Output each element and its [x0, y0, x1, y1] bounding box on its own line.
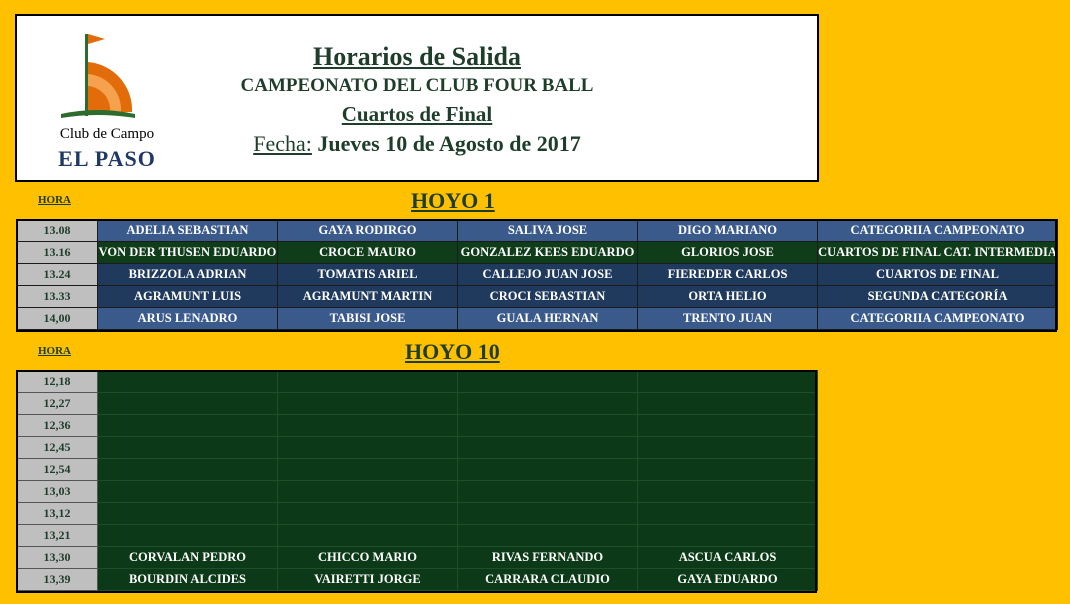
table-row — [17, 286, 1058, 308]
player-cell: GAYA EDUARDO — [638, 569, 818, 591]
player-cell: CROCE MAURO — [278, 242, 458, 264]
time-cell: 14,00 — [17, 308, 98, 330]
player-cell: CALLEJO JUAN JOSE — [458, 264, 638, 286]
player-cell — [98, 437, 278, 459]
table-row — [17, 481, 818, 503]
logo-line2: EL PASO — [58, 146, 156, 171]
player-cell: VAIRETTI JORGE — [278, 569, 458, 591]
hoyo1-title: HOYO 1 — [411, 188, 495, 213]
player-cell: BRIZZOLA ADRIAN — [98, 264, 278, 286]
player-cell: TRENTO JUAN — [638, 308, 818, 330]
table-row — [17, 242, 1058, 264]
table-row — [17, 459, 818, 481]
player-cell: CHICCO MARIO — [278, 547, 458, 569]
hoyo10-title: HOYO 10 — [405, 339, 500, 364]
player-cell — [98, 525, 278, 547]
player-cell: FIEREDER CARLOS — [638, 264, 818, 286]
hoyo1-hora-label: HORA — [38, 194, 71, 206]
player-cell — [278, 503, 458, 525]
player-cell — [638, 459, 818, 481]
category-cell: CATEGORIIA CAMPEONATO — [818, 308, 1058, 330]
table-row — [17, 569, 818, 591]
player-cell — [98, 503, 278, 525]
player-cell: GLORIOS JOSE — [638, 242, 818, 264]
player-cell — [98, 481, 278, 503]
time-cell: 13,12 — [17, 503, 98, 525]
player-cell — [98, 459, 278, 481]
table-row — [17, 393, 818, 415]
golf-flag-fan-icon — [57, 30, 157, 126]
hoyo10-table — [16, 370, 818, 591]
player-cell — [638, 437, 818, 459]
date-value: Jueves 10 de Agosto de 2017 — [317, 131, 581, 156]
date-line — [217, 129, 617, 159]
player-cell: ASCUA CARLOS — [638, 547, 818, 569]
player-cell: AGRAMUNT MARTIN — [278, 286, 458, 308]
time-cell: 12,45 — [17, 437, 98, 459]
player-cell: VON DER THUSEN EDUARDO — [98, 242, 278, 264]
player-cell — [458, 371, 638, 393]
player-cell: TOMATIS ARIEL — [278, 264, 458, 286]
player-cell: GAYA RODIRGO — [278, 220, 458, 242]
player-cell — [278, 481, 458, 503]
player-cell — [278, 415, 458, 437]
player-cell — [458, 437, 638, 459]
player-cell: GUALA HERNAN — [458, 308, 638, 330]
player-cell — [458, 503, 638, 525]
player-cell — [278, 393, 458, 415]
player-cell — [638, 503, 818, 525]
table-row — [17, 415, 818, 437]
player-cell — [278, 459, 458, 481]
time-cell: 13.24 — [17, 264, 98, 286]
page-subtitle: CAMPEONATO DEL CLUB FOUR BALL — [240, 75, 594, 96]
player-cell: ARUS LENADRO — [98, 308, 278, 330]
player-cell — [458, 459, 638, 481]
date-label: Fecha: — [253, 131, 312, 156]
player-cell — [458, 415, 638, 437]
player-cell — [98, 393, 278, 415]
player-cell: DIGO MARIANO — [638, 220, 818, 242]
player-cell — [98, 415, 278, 437]
player-cell — [638, 371, 818, 393]
player-cell: CARRARA CLAUDIO — [458, 569, 638, 591]
table-row — [17, 220, 1058, 242]
hoyo1-table — [16, 219, 1058, 330]
table-row — [17, 525, 818, 547]
player-cell: ADELIA SEBASTIAN — [98, 220, 278, 242]
player-cell — [638, 525, 818, 547]
time-cell: 12,54 — [17, 459, 98, 481]
table-row — [17, 371, 818, 393]
player-cell: CROCI SEBASTIAN — [458, 286, 638, 308]
player-cell — [98, 371, 278, 393]
player-cell — [278, 525, 458, 547]
player-cell: RIVAS FERNANDO — [458, 547, 638, 569]
title-block — [217, 41, 617, 159]
player-cell — [278, 371, 458, 393]
time-cell: 12,36 — [17, 415, 98, 437]
time-cell: 13,03 — [17, 481, 98, 503]
category-cell: CUARTOS DE FINAL — [818, 264, 1058, 286]
logo-line1: Club de Campo — [59, 126, 155, 142]
category-cell: CUARTOS DE FINAL CAT. INTERMEDIA — [818, 242, 1058, 264]
time-cell: 13.16 — [17, 242, 98, 264]
table-row — [17, 503, 818, 525]
player-cell: ORTA HELIO — [638, 286, 818, 308]
hoyo10-hora-label: HORA — [38, 345, 71, 357]
table-row — [17, 308, 1058, 330]
club-logo — [47, 30, 167, 170]
player-cell: SALIVA JOSE — [458, 220, 638, 242]
time-cell: 13,21 — [17, 525, 98, 547]
time-cell: 12,18 — [17, 371, 98, 393]
player-cell — [278, 437, 458, 459]
table-row — [17, 437, 818, 459]
player-cell — [458, 481, 638, 503]
player-cell — [458, 525, 638, 547]
page-title: Horarios de Salida — [312, 42, 521, 71]
header-box — [15, 14, 819, 182]
player-cell — [638, 393, 818, 415]
player-cell: GONZALEZ KEES EDUARDO — [458, 242, 638, 264]
table-row — [17, 547, 818, 569]
time-cell: 13,30 — [17, 547, 98, 569]
player-cell: AGRAMUNT LUIS — [98, 286, 278, 308]
time-cell: 13,39 — [17, 569, 98, 591]
time-cell: 12,27 — [17, 393, 98, 415]
time-cell: 13.33 — [17, 286, 98, 308]
time-cell: 13.08 — [17, 220, 98, 242]
player-cell: CORVALAN PEDRO — [98, 547, 278, 569]
player-cell: TABISI JOSE — [278, 308, 458, 330]
category-cell: SEGUNDA CATEGORÍA — [818, 286, 1058, 308]
round-title: Cuartos de Final — [341, 102, 493, 126]
player-cell — [638, 481, 818, 503]
player-cell — [638, 415, 818, 437]
category-cell: CATEGORIIA CAMPEONATO — [818, 220, 1058, 242]
table-row — [17, 264, 1058, 286]
player-cell: BOURDIN ALCIDES — [98, 569, 278, 591]
player-cell — [458, 393, 638, 415]
